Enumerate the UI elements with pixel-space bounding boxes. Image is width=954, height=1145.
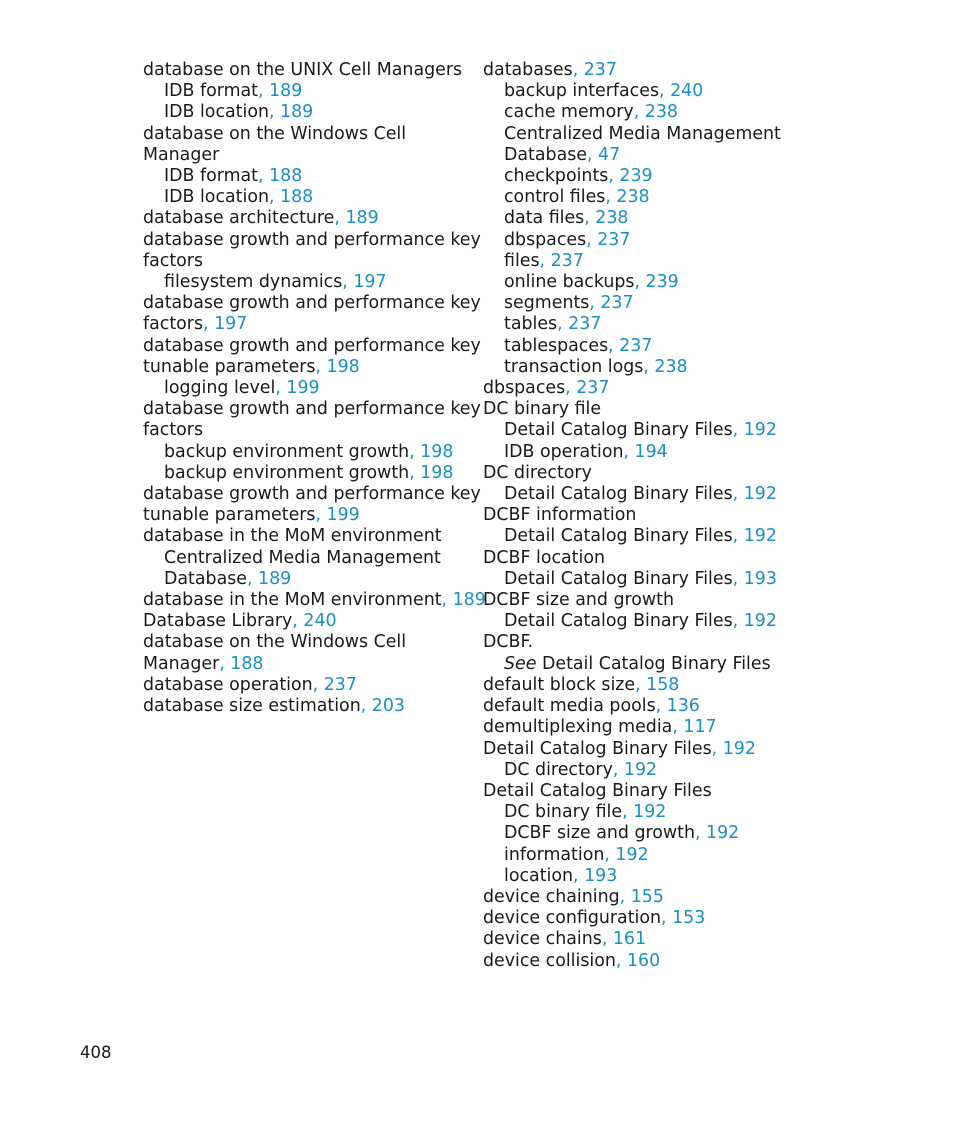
page-link[interactable]: , 237 xyxy=(565,378,610,399)
entry-term: database on the Windows Cell xyxy=(143,632,407,653)
entry-term: demultiplexing media xyxy=(483,717,673,738)
index-subentry xyxy=(483,336,783,357)
index-entry xyxy=(143,357,453,378)
entry-term: Detail Catalog Binary Files xyxy=(483,738,712,759)
page-link[interactable]: , 193 xyxy=(732,568,777,589)
index-subentry xyxy=(483,166,783,187)
page-link[interactable]: , 136 xyxy=(655,696,700,717)
index-entry xyxy=(143,208,453,229)
entry-term: database growth and performance key xyxy=(143,399,481,420)
entry-term: online backups xyxy=(504,272,635,293)
index-entry xyxy=(483,548,783,569)
index-entry xyxy=(483,908,783,929)
page-link[interactable]: , 237 xyxy=(312,674,357,695)
index-column-left xyxy=(143,60,486,717)
index-entry xyxy=(143,696,453,717)
index-subentry xyxy=(143,378,453,399)
index-entry xyxy=(143,611,453,632)
entry-term: DC binary file xyxy=(483,399,602,420)
entry-term: data files xyxy=(504,208,585,229)
index-subentry xyxy=(143,102,453,123)
entry-term: DCBF size and growth xyxy=(504,823,695,844)
entry-term: Manager xyxy=(143,653,220,674)
page-link[interactable]: , 237 xyxy=(557,314,602,335)
entry-term: database growth and performance key xyxy=(143,335,481,356)
entry-term: transaction logs xyxy=(504,356,644,377)
index-entry xyxy=(143,399,481,420)
page-link[interactable]: , 197 xyxy=(203,314,248,335)
entry-term: Detail Catalog Binary Files xyxy=(483,780,712,801)
page-link[interactable]: , 240 xyxy=(659,81,704,102)
page-number: 408 xyxy=(80,1043,112,1062)
page-link[interactable]: , 240 xyxy=(292,611,337,632)
page-link[interactable]: , 189 xyxy=(258,81,303,102)
see-reference: See xyxy=(504,653,537,674)
entry-term: location xyxy=(504,865,574,886)
entry-term: factors xyxy=(143,314,204,335)
entry-term: Detail Catalog Binary Files xyxy=(504,420,733,441)
entry-term: factors xyxy=(143,250,204,271)
entry-term: Detail Catalog Binary Files xyxy=(504,611,733,632)
index-subentry xyxy=(483,293,783,314)
index-entry xyxy=(143,229,481,251)
page-link[interactable]: , 188 xyxy=(268,187,314,208)
index-entry xyxy=(143,124,453,145)
page-link[interactable]: , 238 xyxy=(643,356,688,377)
entry-term: tablespaces xyxy=(504,335,609,356)
page-link[interactable]: , 239 xyxy=(634,272,679,293)
index-subentry xyxy=(483,208,783,229)
page-link[interactable]: , 192 xyxy=(695,823,740,844)
entry-term: device chains xyxy=(483,929,602,950)
entry-term: backup environment growth xyxy=(164,441,410,462)
page-link[interactable]: , 198 xyxy=(409,462,454,483)
index-subentry xyxy=(483,569,783,590)
index-subentry xyxy=(483,272,783,293)
index-entry xyxy=(483,632,783,653)
index-subentry xyxy=(483,420,783,441)
page-link[interactable]: , 189 xyxy=(334,208,379,229)
index-entry xyxy=(143,632,453,653)
page-link[interactable]: , 237 xyxy=(586,229,631,250)
entry-term: database in the MoM environment xyxy=(143,590,442,611)
index-entry xyxy=(143,293,481,314)
entry-term: default media pools xyxy=(483,696,656,717)
entry-term: Database xyxy=(504,144,587,165)
page-link[interactable]: , 192 xyxy=(711,738,756,759)
entry-term: backup interfaces xyxy=(504,81,660,102)
entry-term: IDB format xyxy=(164,166,259,187)
index-subentry xyxy=(483,124,783,145)
entry-term: DCBF information xyxy=(483,505,637,526)
entry-term: database on the Windows Cell xyxy=(143,123,407,144)
page-link[interactable]: , 194 xyxy=(623,441,668,462)
entry-term: checkpoints xyxy=(504,166,609,187)
page-link[interactable]: , 192 xyxy=(732,420,777,441)
page-link[interactable]: , 117 xyxy=(672,717,717,738)
entry-term: IDB location xyxy=(164,102,269,123)
page-link[interactable]: , 192 xyxy=(612,759,658,780)
page-link[interactable]: , 198 xyxy=(315,356,360,377)
entry-term: databases xyxy=(483,60,573,80)
index-subentry xyxy=(483,187,783,208)
index-entry xyxy=(483,696,783,717)
entry-term: tunable parameters xyxy=(143,356,316,377)
index-entry xyxy=(483,929,783,950)
page-link[interactable]: , 189 xyxy=(441,590,486,611)
page-link[interactable]: , 192 xyxy=(622,802,667,823)
index-entry xyxy=(483,399,783,420)
entry-term: factors xyxy=(143,420,204,441)
index-subentry xyxy=(483,823,783,844)
entry-term: Detail Catalog Binary Files xyxy=(504,526,733,547)
index-subentry xyxy=(143,187,453,208)
index-subentry xyxy=(483,81,783,102)
index-subentry xyxy=(483,145,783,166)
entry-term: Database xyxy=(164,568,247,589)
index-subentry xyxy=(483,314,783,335)
index-subentry xyxy=(483,230,783,251)
entry-term: Detail Catalog Binary Files xyxy=(504,568,733,589)
index-entry xyxy=(143,590,486,611)
page-link[interactable]: , 198 xyxy=(409,441,454,462)
index-subentry xyxy=(483,611,783,632)
index-subentry xyxy=(483,442,783,463)
page-link[interactable]: , 192 xyxy=(732,526,777,547)
entry-term: database size estimation xyxy=(143,696,361,717)
entry-term: DC directory xyxy=(483,462,592,483)
index-entry xyxy=(143,484,481,505)
index-column-right xyxy=(483,60,783,972)
entry-term: database growth and performance key xyxy=(143,293,481,314)
entry-term: IDB location xyxy=(164,187,269,208)
page-link[interactable]: , 47 xyxy=(586,144,621,165)
index-entry xyxy=(483,717,783,738)
index-entry xyxy=(483,739,783,760)
entry-term: filesystem dynamics xyxy=(164,272,343,293)
page-link[interactable]: , 192 xyxy=(732,611,777,632)
entry-term: cache memory xyxy=(504,102,634,123)
index-subentry xyxy=(483,102,783,123)
index-subentry xyxy=(143,272,453,293)
index-subentry xyxy=(483,802,783,823)
entry-term: Database Library xyxy=(143,611,293,632)
entry-term: Detail Catalog Binary Files xyxy=(504,484,733,505)
page-link[interactable]: , 189 xyxy=(268,102,314,123)
index-entry xyxy=(143,654,453,675)
entry-term: Manager xyxy=(143,144,220,165)
page-link[interactable]: , 193 xyxy=(573,865,618,886)
entry-term: device chaining xyxy=(483,886,620,907)
page-link[interactable]: , 158 xyxy=(635,674,680,695)
index-subentry xyxy=(483,866,783,887)
index-entry xyxy=(143,505,453,526)
page-link[interactable]: , 237 xyxy=(539,250,584,271)
page-link[interactable]: , 188 xyxy=(219,653,264,674)
entry-term: DCBF location xyxy=(483,547,605,568)
index-entry xyxy=(143,251,453,272)
index-subentry xyxy=(483,760,783,781)
index-subentry xyxy=(143,166,453,187)
page-link[interactable]: , 188 xyxy=(258,166,303,187)
page-link[interactable]: , 199 xyxy=(315,505,360,526)
entry-term: DCBF. xyxy=(483,632,534,653)
entry-term: Detail Catalog Binary Files xyxy=(536,653,771,674)
entry-term: information xyxy=(504,844,605,865)
entry-term: dbspaces xyxy=(483,378,566,399)
index-entry xyxy=(483,378,783,399)
entry-term: Centralized Media Management xyxy=(504,123,781,144)
index-entry xyxy=(143,314,453,335)
entry-term: tables xyxy=(504,314,558,335)
index-entry xyxy=(143,335,481,357)
page-link[interactable]: , 197 xyxy=(342,272,387,293)
page-link[interactable]: , 153 xyxy=(661,908,706,929)
index-subentry xyxy=(483,251,783,272)
page-link[interactable]: , 237 xyxy=(572,60,617,80)
page-link[interactable]: , 238 xyxy=(605,187,650,208)
entry-term: device configuration xyxy=(483,908,662,929)
page-link[interactable]: , 237 xyxy=(608,335,653,356)
entry-term: Centralized Media Management xyxy=(164,547,441,568)
index-entry xyxy=(143,526,453,547)
entry-term: IDB format xyxy=(164,81,259,102)
index-entry xyxy=(483,463,783,484)
index-entry xyxy=(483,887,783,908)
entry-term: dbspaces xyxy=(504,229,587,250)
index-subentry xyxy=(483,357,783,378)
index-entry xyxy=(143,145,453,166)
entry-term: tunable parameters xyxy=(143,505,316,526)
page-link[interactable]: , 238 xyxy=(633,102,678,123)
page-link[interactable]: , 160 xyxy=(615,950,661,971)
entry-term: segments xyxy=(504,293,590,314)
index-subentry xyxy=(483,526,783,547)
entry-term: DC binary file xyxy=(504,802,623,823)
entry-term: IDB operation xyxy=(504,441,624,462)
index-entry xyxy=(143,60,463,81)
entry-term: database operation xyxy=(143,674,313,695)
index-entry xyxy=(483,675,783,696)
entry-term: DC directory xyxy=(504,759,613,780)
page-link[interactable]: , 155 xyxy=(619,886,664,907)
page-link[interactable]: , 189 xyxy=(246,568,292,589)
page-link[interactable]: , 237 xyxy=(589,293,634,314)
page-link[interactable]: , 192 xyxy=(732,484,777,505)
index-subentry xyxy=(483,484,783,505)
entry-term: device collision xyxy=(483,950,616,971)
entry-term: files xyxy=(504,250,540,271)
page-link[interactable]: , 238 xyxy=(584,208,629,229)
index-subentry xyxy=(143,442,453,463)
index-entry xyxy=(483,60,783,81)
index-entry xyxy=(483,781,783,802)
page-link[interactable]: , 199 xyxy=(275,378,320,399)
entry-term: database growth and performance key xyxy=(143,484,481,505)
index-subentry xyxy=(143,81,453,102)
entry-term: backup environment growth xyxy=(164,462,410,483)
page-link[interactable]: , 192 xyxy=(604,844,649,865)
entry-term: DCBF size and growth xyxy=(483,590,674,611)
index-subentry xyxy=(143,569,453,590)
page-link[interactable]: , 239 xyxy=(608,166,653,187)
page-link[interactable]: , 203 xyxy=(360,696,405,717)
index-subentry xyxy=(483,654,783,675)
entry-term: database on the UNIX Cell Managers xyxy=(143,60,463,80)
entry-term: database in the MoM environment xyxy=(143,526,442,547)
entry-term: database architecture xyxy=(143,208,335,229)
index-entry xyxy=(143,675,453,696)
index-entry xyxy=(483,505,783,526)
index-entry xyxy=(143,420,453,441)
entry-term: logging level xyxy=(164,378,276,399)
index-subentry xyxy=(143,463,453,484)
index-entry xyxy=(483,951,783,972)
index-subentry xyxy=(483,845,783,866)
entry-term: default block size xyxy=(483,674,636,695)
entry-term: control files xyxy=(504,187,606,208)
index-subentry xyxy=(143,548,453,569)
page-link[interactable]: , 161 xyxy=(601,929,647,950)
index-entry xyxy=(483,590,783,611)
entry-term: database growth and performance key xyxy=(143,229,481,250)
